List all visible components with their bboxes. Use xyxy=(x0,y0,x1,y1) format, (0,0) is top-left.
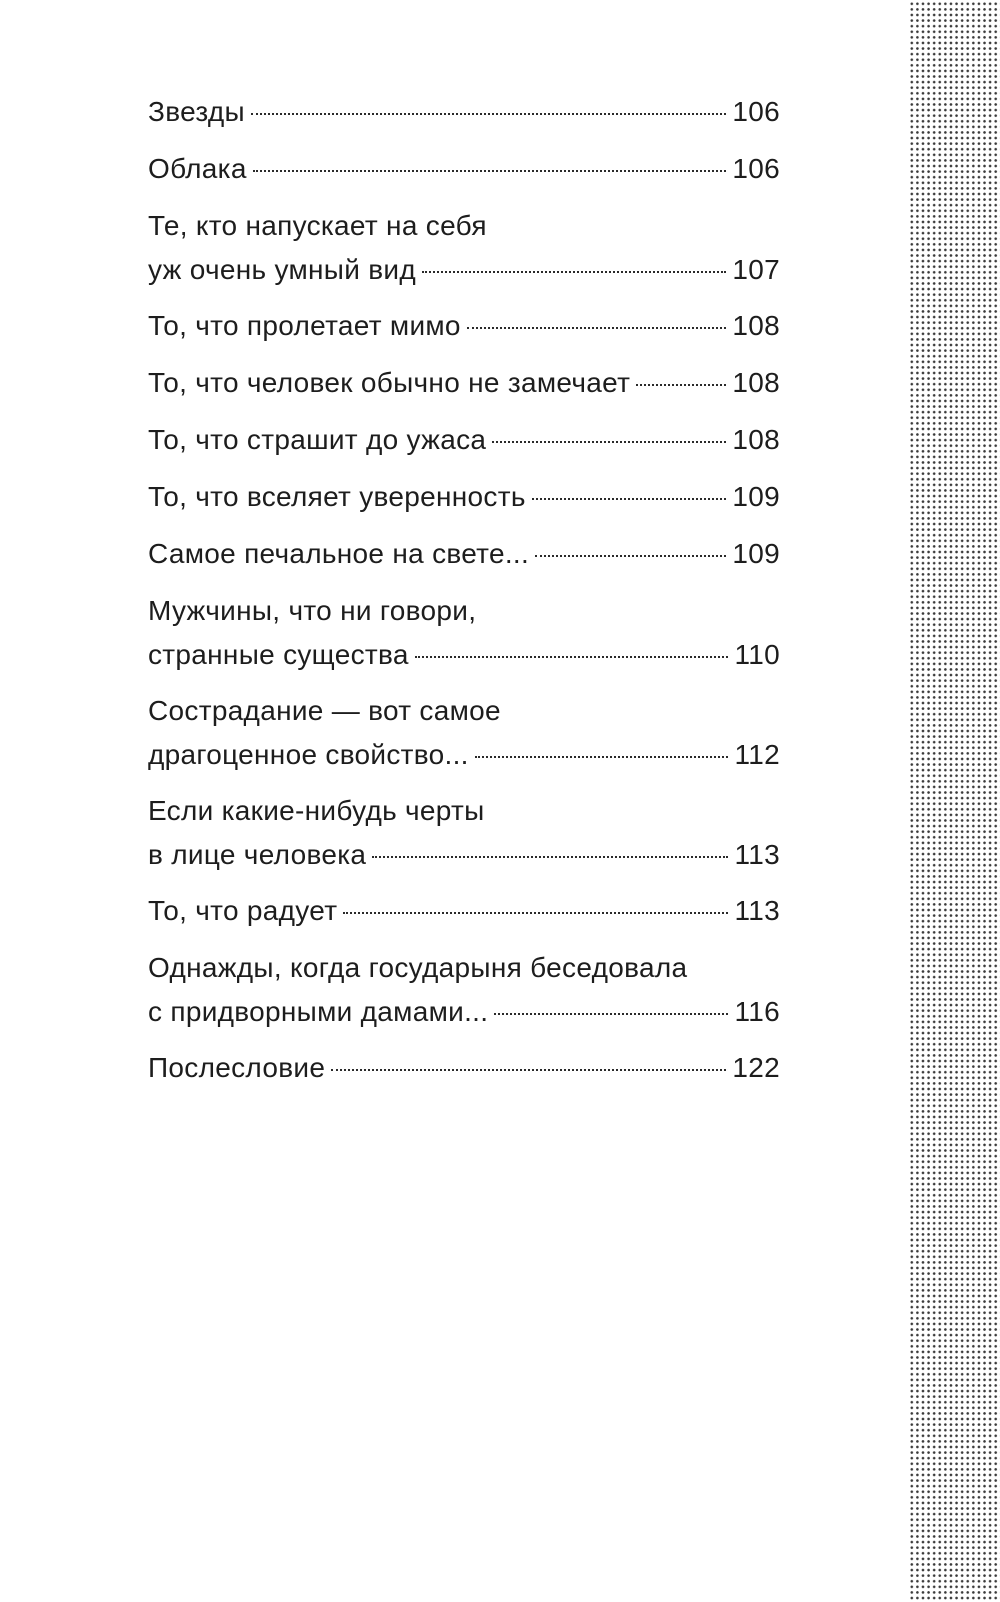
toc-entry-title-line: Если какие-нибудь черты xyxy=(148,795,485,826)
toc-entry-title: уж очень умный вид xyxy=(148,254,416,285)
toc-entry-title: То, что радует xyxy=(148,895,338,926)
toc-line xyxy=(148,733,780,777)
toc-entry-muzhchiny xyxy=(148,589,780,677)
toc-page-number: 106 xyxy=(732,96,780,127)
toc-entry-umnyi-vid xyxy=(148,204,780,292)
toc-page-number: 108 xyxy=(732,310,780,341)
toc-line xyxy=(148,248,780,292)
dot-leader xyxy=(331,1068,726,1071)
toc-entry-sostradanie xyxy=(148,689,780,777)
toc-entry-title-line: Те, кто напускает на себя xyxy=(148,210,487,241)
toc-page-number: 109 xyxy=(732,481,780,512)
toc-entry-uverennost xyxy=(148,475,780,519)
table-of-contents xyxy=(148,90,780,1103)
toc-line xyxy=(148,418,780,462)
toc-line xyxy=(148,361,780,405)
toc-line xyxy=(148,147,780,191)
toc-entry-zvezdy xyxy=(148,90,780,134)
toc-page-number: 108 xyxy=(732,367,780,398)
toc-entry-proletaet xyxy=(148,304,780,348)
toc-line xyxy=(148,475,780,519)
dot-leader xyxy=(253,169,727,172)
toc-entry-title: То, что вселяет уверенность xyxy=(148,481,526,512)
toc-entry-title-line: Мужчины, что ни говори, xyxy=(148,595,477,626)
dot-leader xyxy=(475,755,729,758)
toc-page-number: 122 xyxy=(732,1052,780,1083)
toc-line xyxy=(148,1046,780,1090)
toc-entry-posleslovie xyxy=(148,1046,780,1090)
toc-entry-ne-zamechaet xyxy=(148,361,780,405)
toc-line xyxy=(148,633,780,677)
toc-page-number: 107 xyxy=(732,254,780,285)
dot-leader xyxy=(422,270,726,273)
toc-entry-title: драгоценное свойство... xyxy=(148,739,469,770)
toc-entry-title: с придворными дамами... xyxy=(148,996,489,1027)
toc-entry-gosudarynya xyxy=(148,946,780,1034)
toc-entry-title: То, что страшит до ужаса xyxy=(148,424,487,455)
toc-entry-title: То, что пролетает мимо xyxy=(148,310,461,341)
dot-leader xyxy=(467,326,727,329)
toc-page-number: 112 xyxy=(734,739,780,770)
dotted-side-border xyxy=(908,0,1000,1602)
toc-line xyxy=(148,990,780,1034)
dot-leader xyxy=(494,1012,728,1015)
dot-leader xyxy=(492,440,726,443)
dot-leader xyxy=(415,655,729,658)
toc-page-number: 106 xyxy=(732,153,780,184)
toc-page-number: 116 xyxy=(734,996,780,1027)
toc-page-number: 113 xyxy=(734,895,780,926)
toc-entry-title: Облака xyxy=(148,153,247,184)
toc-entry-title-line: Сострадание — вот самое xyxy=(148,695,501,726)
toc-page-number: 110 xyxy=(734,639,780,670)
toc-entry-title: в лице человека xyxy=(148,839,367,870)
toc-entry-cherty xyxy=(148,789,780,877)
toc-page-number: 108 xyxy=(732,424,780,455)
toc-entry-title-line: Однажды, когда государыня беседовала xyxy=(148,952,688,983)
toc-entry-pechalnoe xyxy=(148,532,780,576)
toc-line xyxy=(148,304,780,348)
toc-page-number: 109 xyxy=(732,538,780,569)
toc-entry-title: То, что человек обычно не замечает xyxy=(148,367,631,398)
toc-line xyxy=(148,90,780,134)
dot-leader xyxy=(343,911,728,914)
toc-line xyxy=(148,532,780,576)
dot-leader xyxy=(535,554,726,557)
toc-entry-title: Самое печальное на свете... xyxy=(148,538,530,569)
toc-entry-raduet xyxy=(148,889,780,933)
dot-leader xyxy=(532,497,727,500)
toc-entry-title: Звезды xyxy=(148,96,245,127)
dot-leader xyxy=(372,855,728,858)
toc-entry-strashit xyxy=(148,418,780,462)
toc-line xyxy=(148,889,780,933)
toc-entry-oblaka xyxy=(148,147,780,191)
toc-entry-title: Послесловие xyxy=(148,1052,326,1083)
dot-leader xyxy=(251,112,726,115)
toc-line xyxy=(148,833,780,877)
dot-leader xyxy=(636,383,726,386)
toc-entry-title: странные существа xyxy=(148,639,409,670)
toc-page-number: 113 xyxy=(734,839,780,870)
